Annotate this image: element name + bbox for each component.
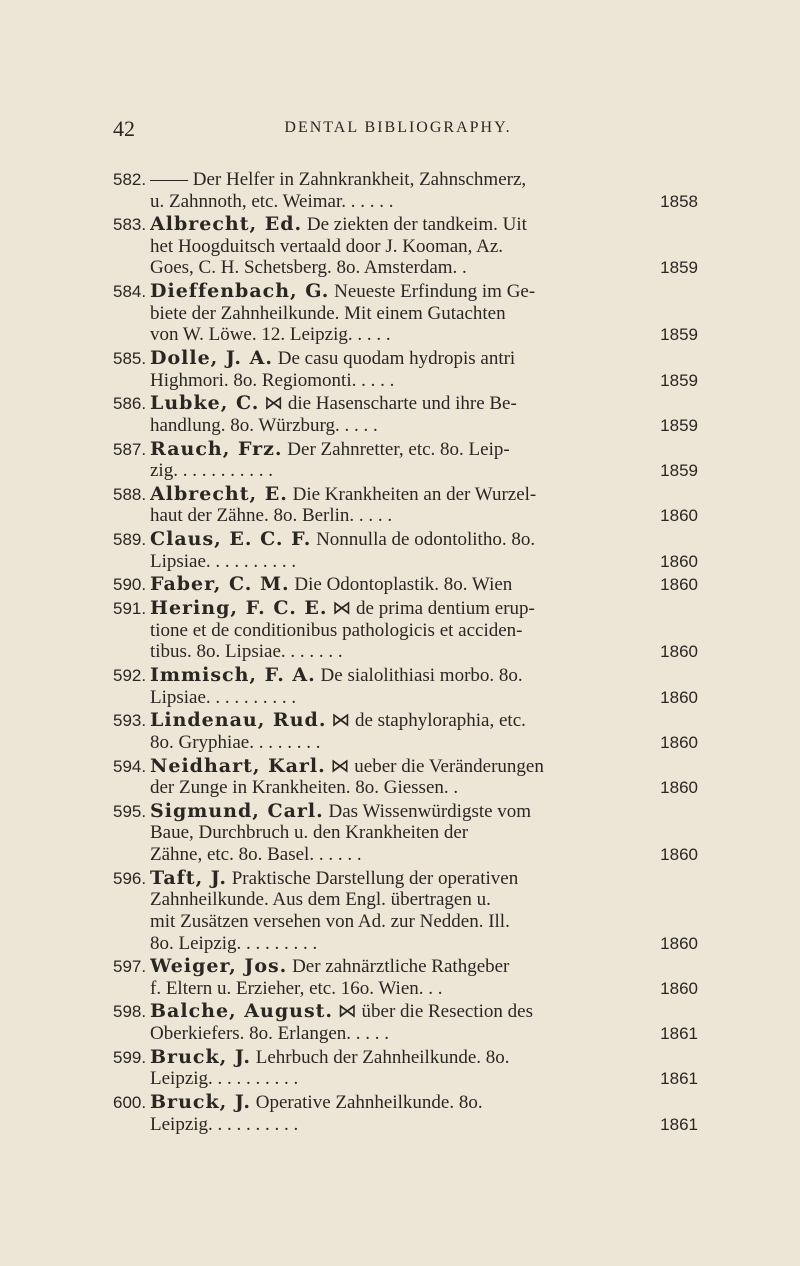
bibliography-entry [113,1047,698,1090]
entry-number: 598. [113,1002,147,1022]
entry-text: Goes, C. H. Schetsberg. 8o. Amsterdam. . [150,257,467,279]
entry-line [150,641,636,663]
entry-line [150,687,636,709]
entry-number: 589. [113,530,147,550]
entry-text: Highmori. 8o. Regiomonti. . . . . [150,369,395,391]
entry-author: Immisch, F. A. [150,665,316,686]
entry-author: Balche, August. [150,1001,334,1023]
entry-author: Dolle, J. A. [150,348,274,370]
entry-text: Oberkiefers. 8o. Erlangen. . . . . [150,1023,390,1045]
entry-author: Albrecht, E. [150,483,288,505]
entry-number: 582. [113,170,147,189]
entry-text: tione et de conditionibus pathologicis et acciden- [150,619,523,641]
entry-text: Leipzig. . . . . . . . . . [150,1113,299,1135]
entry-year: 1861 [660,1114,698,1134]
entry-year: 1861 [660,1069,698,1089]
entry-text: f. Eltern u. Erzieher, etc. 16o. Wien. . . [150,977,443,999]
entry-line [150,551,636,573]
page-number: 42 [113,116,135,141]
entry-line [150,620,636,642]
bibliography-entry [113,348,698,391]
entry-line [150,889,636,911]
entry-text: mit Zusätzen versehen von Ad. zur Nedden. Ill. [150,910,510,932]
entry-line [150,484,636,506]
entry-line [150,415,636,437]
entry-number: 593. [113,711,147,731]
entry-number: 596. [113,868,147,888]
bibliography-entry [113,214,698,279]
entry-text: ⋈ ueber die Veränderungen [325,755,544,777]
entry-line [150,348,636,370]
bibliography-entry [113,439,698,482]
entry-line [150,756,636,778]
bibliography-entry [113,665,698,708]
entry-line [150,844,636,866]
bibliography-entry [113,598,698,663]
entry-text: handlung. 8o. Würzburg. . . . . [150,414,378,436]
entry-text: Lipsiae. . . . . . . . . . [150,550,297,572]
entry-line [150,236,636,258]
entry-line [150,1114,636,1136]
entry-year: 1860 [660,845,698,865]
entry-text: Das Wissenwürdigste vom [323,800,532,822]
entry-text: Der zahnärztliche Rathgeber [287,956,510,978]
entry-line [150,710,636,732]
bibliography-entry [113,574,698,596]
entry-year: 1860 [660,506,698,526]
entry-number: 600. [113,1093,147,1113]
entry-line [150,370,636,392]
entry-author: Albrecht, Ed. [150,214,303,236]
bibliography-entry [113,484,698,527]
entry-text: Baue, Durchbruch u. den Krankheiten der [150,822,469,844]
entry-text: Zahnheilkunde. Aus dem Engl. übertragen u. [150,889,491,911]
entry-author: Rauch, Frz. [150,438,283,460]
entry-number: 588. [113,484,147,504]
entry-text: ⋈ de prima dentium erup- [327,598,535,620]
entry-year: 1860 [660,978,698,998]
entry-number: 595. [113,801,147,821]
entry-text: —— Der Helfer in Zahnkrankheit, Zahnschmerz, [150,169,527,190]
entry-year: 1860 [660,551,698,571]
entry-line [150,303,636,325]
entry-line [150,1023,636,1045]
entry-line [150,257,636,279]
bibliography-list [113,169,698,1137]
entry-line [150,281,636,303]
entry-line [150,665,636,687]
entry-line [150,777,636,799]
entry-line [150,822,636,844]
entry-year: 1859 [660,258,698,278]
entry-number: 583. [113,215,147,235]
entry-text: Praktische Darstellung der operativen [226,867,519,889]
entry-line [150,801,636,823]
entry-year: 1860 [660,732,698,752]
entry-text: Lehrbuch der Zahnheilkunde. 8o. [250,1046,510,1068]
bibliography-entry [113,169,698,212]
entry-number: 587. [113,439,147,459]
entry-year: 1858 [660,191,698,211]
entry-text: Die Odontoplastik. 8o. Wien [289,574,513,596]
entry-text: Neueste Erfindung im Ge- [329,281,536,303]
entry-year: 1859 [660,415,698,435]
entry-line [150,1092,636,1114]
entry-line [150,439,636,461]
entry-author: Faber, C. M. [150,574,290,596]
entry-text: haut der Zähne. 8o. Berlin. . . . . [150,505,393,527]
bibliography-entry [113,868,698,954]
entry-year: 1861 [660,1024,698,1044]
entry-text: der Zunge in Krankheiten. 8o. Giessen. . [150,777,459,799]
entry-author: Hering, F. C. E. [150,598,328,620]
entry-text: 8o. Gryphiae. . . . . . . . [150,731,321,753]
entry-line [150,1068,636,1090]
entry-line [150,393,636,415]
entry-author: Dieffenbach, G. [150,281,330,303]
entry-number: 585. [113,349,147,369]
entry-number: 584. [113,282,147,302]
entry-number: 592. [113,666,147,685]
entry-author: Bruck, J. [150,1046,251,1068]
entry-author: Claus, E. C. F. [150,529,312,551]
bibliography-entry [113,281,698,346]
bibliography-entry [113,710,698,753]
entry-text: ⋈ de staphyloraphia, etc. [326,710,526,732]
entry-year: 1859 [660,325,698,345]
entry-author: Taft, J. [150,867,227,889]
running-title: DENTAL BIBLIOGRAPHY. [284,119,512,136]
entry-text: Lipsiae. . . . . . . . . . [150,686,297,708]
entry-text: Leipzig. . . . . . . . . . [150,1068,299,1090]
bibliography-entry [113,1001,698,1044]
entry-line [150,214,636,236]
entry-author: Weiger, Jos. [150,956,288,978]
entry-number: 591. [113,599,147,619]
entry-text: von W. Löwe. 12. Leipzig. . . . . [150,324,391,346]
entry-line [150,933,636,955]
entry-year: 1859 [660,370,698,390]
entry-text: het Hoogduitsch vertaald door J. Kooman, Az. [150,235,504,257]
entry-text: De casu quodam hydropis antri [273,348,516,370]
entry-year: 1860 [660,642,698,662]
bibliography-entry [113,801,698,866]
entry-line [150,732,636,754]
entry-line [150,460,636,482]
entry-text: u. Zahnnoth, etc. Weimar. . . . . . [150,190,394,212]
entry-text: ⋈ über die Resection des [333,1001,534,1023]
entry-text: ⋈ die Hasenscharte und ihre Be- [259,393,517,415]
entry-number: 594. [113,756,147,776]
entry-line [150,956,636,978]
entry-author: Lindenau, Rud. [150,710,327,732]
entry-line [150,529,636,551]
entry-text: tibus. 8o. Lipsiae. . . . . . . [150,641,343,663]
entry-number: 586. [113,394,147,414]
entry-number: 590. [113,575,147,595]
entry-author: Lubke, C. [150,393,260,415]
entry-text: Der Zahnretter, etc. 8o. Leip- [282,438,510,460]
bibliography-entry [113,956,698,999]
entry-text: De ziekten der tandkeim. Uit [302,214,527,236]
entry-number: 597. [113,957,147,977]
entry-text: biete der Zahnheilkunde. Mit einem Gutachten [150,302,506,324]
entry-text: 8o. Leipzig. . . . . . . . . [150,932,318,954]
entry-year: 1859 [660,461,698,481]
page-header [113,116,683,140]
entry-author: Sigmund, Carl. [150,800,324,822]
entry-number: 599. [113,1047,147,1067]
bibliography-entry [113,393,698,436]
entry-line [150,868,636,890]
entry-line [150,911,636,933]
entry-line [150,598,636,620]
entry-line [150,1047,636,1069]
entry-line [150,169,636,191]
entry-text: Zähne, etc. 8o. Basel. . . . . . [150,844,362,866]
entry-year: 1860 [660,687,698,707]
entry-author: Neidhart, Karl. [150,755,326,777]
entry-line [150,191,636,213]
entry-line [150,978,636,1000]
entry-author: Bruck, J. [150,1092,251,1114]
entry-text: Operative Zahnheilkunde. 8o. [250,1092,483,1114]
entry-text: De sialolithiasi morbo. 8o. [315,665,523,686]
entry-year: 1860 [660,575,698,595]
entry-line [150,1001,636,1023]
entry-text: Nonnulla de odontolitho. 8o. [311,529,536,551]
entry-line [150,324,636,346]
bibliography-entry [113,529,698,572]
entry-year: 1860 [660,778,698,798]
bibliography-entry [113,1092,698,1135]
entry-line [150,505,636,527]
entry-line [150,574,636,596]
entry-year: 1860 [660,933,698,953]
entry-text: zig. . . . . . . . . . . [150,460,273,482]
entry-text: Die Krankheiten an der Wurzel- [287,483,537,505]
bibliography-entry [113,756,698,799]
